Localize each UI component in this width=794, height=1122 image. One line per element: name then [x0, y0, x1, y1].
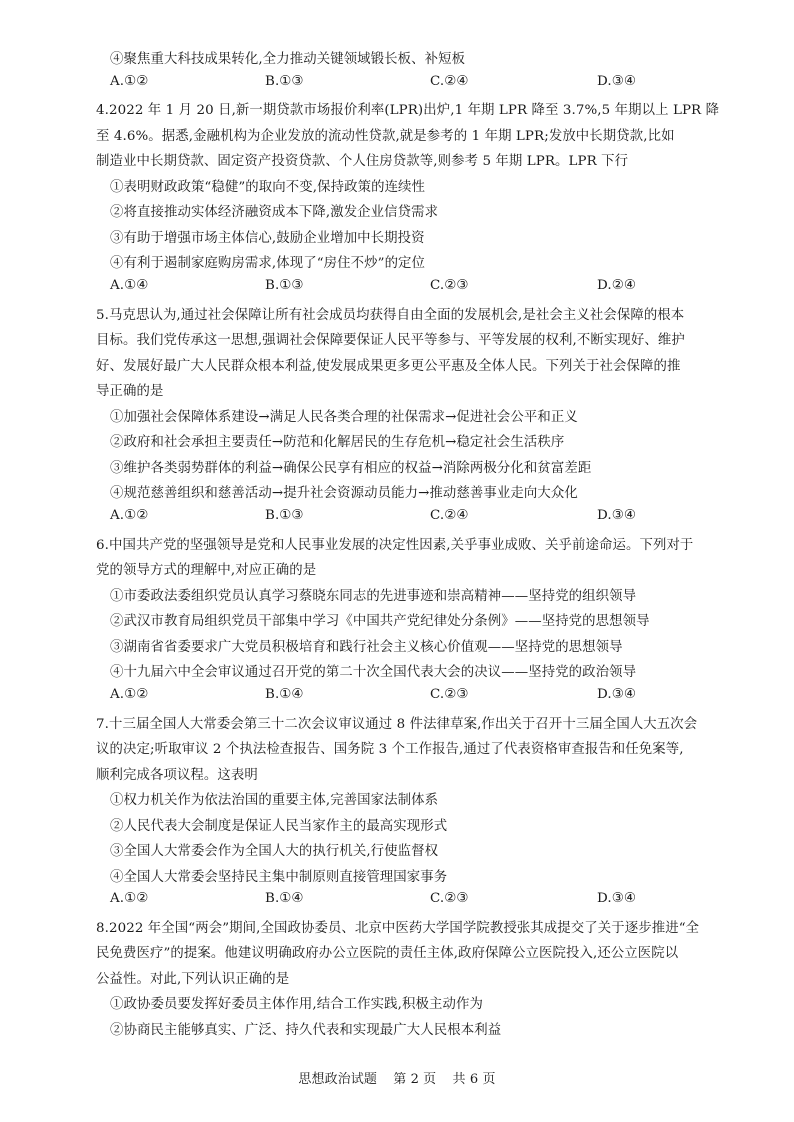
option-b[interactable]: B.①③ [265, 278, 304, 293]
question-4-stem-line: 制造业中长期贷款、固定资产投资贷款、个人住房贷款等,则参考 5 年期 LPR。LPR 下行 [96, 154, 629, 169]
question-4-stem-line: 至 4.6%。据悉,金融机构为企业发放的流动性贷款,就是参考的 1 年期 LPR;发放中长期贷款,比如 [96, 129, 675, 144]
answer-options [110, 508, 670, 528]
question-6-stem-line: 6.中国共产党的坚强领导是党和人民事业发展的决定性因素,关乎事业成败、关乎前途命运。下列对于 [96, 538, 694, 553]
option-a[interactable]: A.①② [110, 891, 149, 906]
statement-line: ①表明财政政策“稳健”的取向不变,保持政策的连续性 [110, 180, 426, 195]
statement-line: ②将直接推动实体经济融资成本下降,激发企业信贷需求 [110, 205, 439, 220]
option-a[interactable]: A.①④ [110, 278, 149, 293]
statement-line: ①市委政法委组织党员认真学习蔡晓东同志的先进事迹和崇高精神——坚持党的组织领导 [110, 589, 637, 604]
footer-subject: 思想政治试题 [298, 1072, 378, 1087]
statement-line: ④规范慈善组织和慈善活动→提升社会资源动员能力→推动慈善事业走向大众化 [110, 486, 578, 501]
answer-options [110, 687, 670, 707]
option-b[interactable]: B.①③ [265, 74, 304, 89]
option-d[interactable]: D.③④ [597, 687, 636, 702]
option-a[interactable]: A.①② [110, 74, 149, 89]
question-7-stem-line: 7.十三届全国人大常委会第三十二次会议审议通过 8 件法律草案,作出关于召开十三届全国人大五次会 [96, 717, 698, 732]
option-a[interactable]: A.①② [110, 508, 149, 523]
question-5-stem-line: 导正确的是 [96, 384, 164, 399]
statement-line: ②武汉市教育局组织党员干部集中学习《中国共产党纪律处分条例》——坚持党的思想领导 [110, 614, 650, 629]
statement-line: ③湖南省省委要求广大党员积极培育和践行社会主义核心价值观——坚持党的思想领导 [110, 640, 623, 655]
statement-line: ②政府和社会承担主要责任→防范和化解居民的生存危机→稳定社会生活秩序 [110, 435, 565, 450]
option-c[interactable]: C.②③ [430, 687, 469, 702]
option-b[interactable]: B.①③ [265, 508, 304, 523]
option-c[interactable]: C.②③ [430, 891, 469, 906]
answer-options [110, 891, 670, 911]
statement-line: ①政协委员要发挥好委员主体作用,结合工作实践,积极主动作为 [110, 997, 483, 1012]
statement-line: ④有利于遏制家庭购房需求,体现了“房住不炒”的定位 [110, 256, 426, 271]
option-b[interactable]: B.①④ [265, 687, 304, 702]
statement-line: ③全国人大常委会作为全国人大的执行机关,行使监督权 [110, 844, 439, 859]
question-8-stem-line: 民免费医疗”的提案。他建议明确政府办公立医院的责任主体,政府保障公立医院投入,还公立医院以 [96, 946, 679, 961]
question-5-stem-line: 目标。我们党传承这一思想,强调社会保障要保证人民平等参与、平等发展的权利,不断实现好、维护 [96, 333, 685, 348]
option-d[interactable]: D.③④ [597, 508, 636, 523]
question-8-stem-line: 8.2022 年全国“两会”期间,全国政协委员、北京中医药大学国学院教授张其成提交了关于逐步推进“全 [96, 921, 700, 936]
statement-line: ④聚焦重大科技成果转化,全力推动关键领域锻长板、补短板 [110, 52, 466, 67]
option-d[interactable]: D.②④ [597, 278, 636, 293]
page-footer [0, 1068, 794, 1087]
question-7-stem-line: 顺利完成各项议程。这表明 [96, 768, 258, 783]
option-a[interactable]: A.①② [110, 687, 149, 702]
option-c[interactable]: C.②③ [430, 278, 469, 293]
option-d[interactable]: D.③④ [597, 891, 636, 906]
question-4-stem-line: 4.2022 年 1 月 20 日,新一期贷款市场报价利率(LPR)出炉,1 年期 LPR 降至 3.7%,5 年期以上 LPR 降 [96, 103, 720, 118]
option-c[interactable]: C.②④ [430, 74, 469, 89]
option-d[interactable]: D.③④ [597, 74, 636, 89]
statement-line: ③维护各类弱势群体的利益→确保公民享有相应的权益→消除两极分化和贫富差距 [110, 461, 592, 476]
footer-total-pages: 共 6 页 [452, 1072, 496, 1087]
question-5-stem-line: 5.马克思认为,通过社会保障让所有社会成员均获得自由全面的发展机会,是社会主义社会保障的根本 [96, 308, 685, 323]
statement-line: ②人民代表大会制度是保证人民当家作主的最高实现形式 [110, 819, 448, 834]
statement-line: ③有助于增强市场主体信心,鼓励企业增加中长期投资 [110, 231, 425, 246]
answer-options [110, 74, 670, 94]
option-c[interactable]: C.②④ [430, 508, 469, 523]
question-5-stem-line: 好、发展好最广大人民群众根本利益,使发展成果更多更公平惠及全体人民。下列关于社会保障的推 [96, 359, 681, 374]
question-7-stem-line: 议的决定;听取审议 2 个执法检查报告、国务院 3 个工作报告,通过了代表资格审查报告和任免案等, [96, 742, 684, 757]
question-8-stem-line: 公益性。对此,下列认识正确的是 [96, 972, 290, 987]
answer-options [110, 278, 670, 298]
statement-line: ②协商民主能够真实、广泛、持久代表和实现最广大人民根本利益 [110, 1023, 502, 1038]
statement-line: ④全国人大常委会坚持民主集中制原则直接管理国家事务 [110, 870, 448, 885]
footer-page-number: 第 2 页 [393, 1072, 437, 1087]
statement-line: ④十九届六中全会审议通过召开党的第二十次全国代表大会的决议——坚持党的政治领导 [110, 665, 637, 680]
question-6-stem-line: 党的领导方式的理解中,对应正确的是 [96, 563, 317, 578]
statement-line: ①加强社会保障体系建设→满足人民各类合理的社保需求→促进社会公平和正义 [110, 410, 578, 425]
statement-line: ①权力机关作为依法治国的重要主体,完善国家法制体系 [110, 793, 439, 808]
option-b[interactable]: B.①④ [265, 891, 304, 906]
